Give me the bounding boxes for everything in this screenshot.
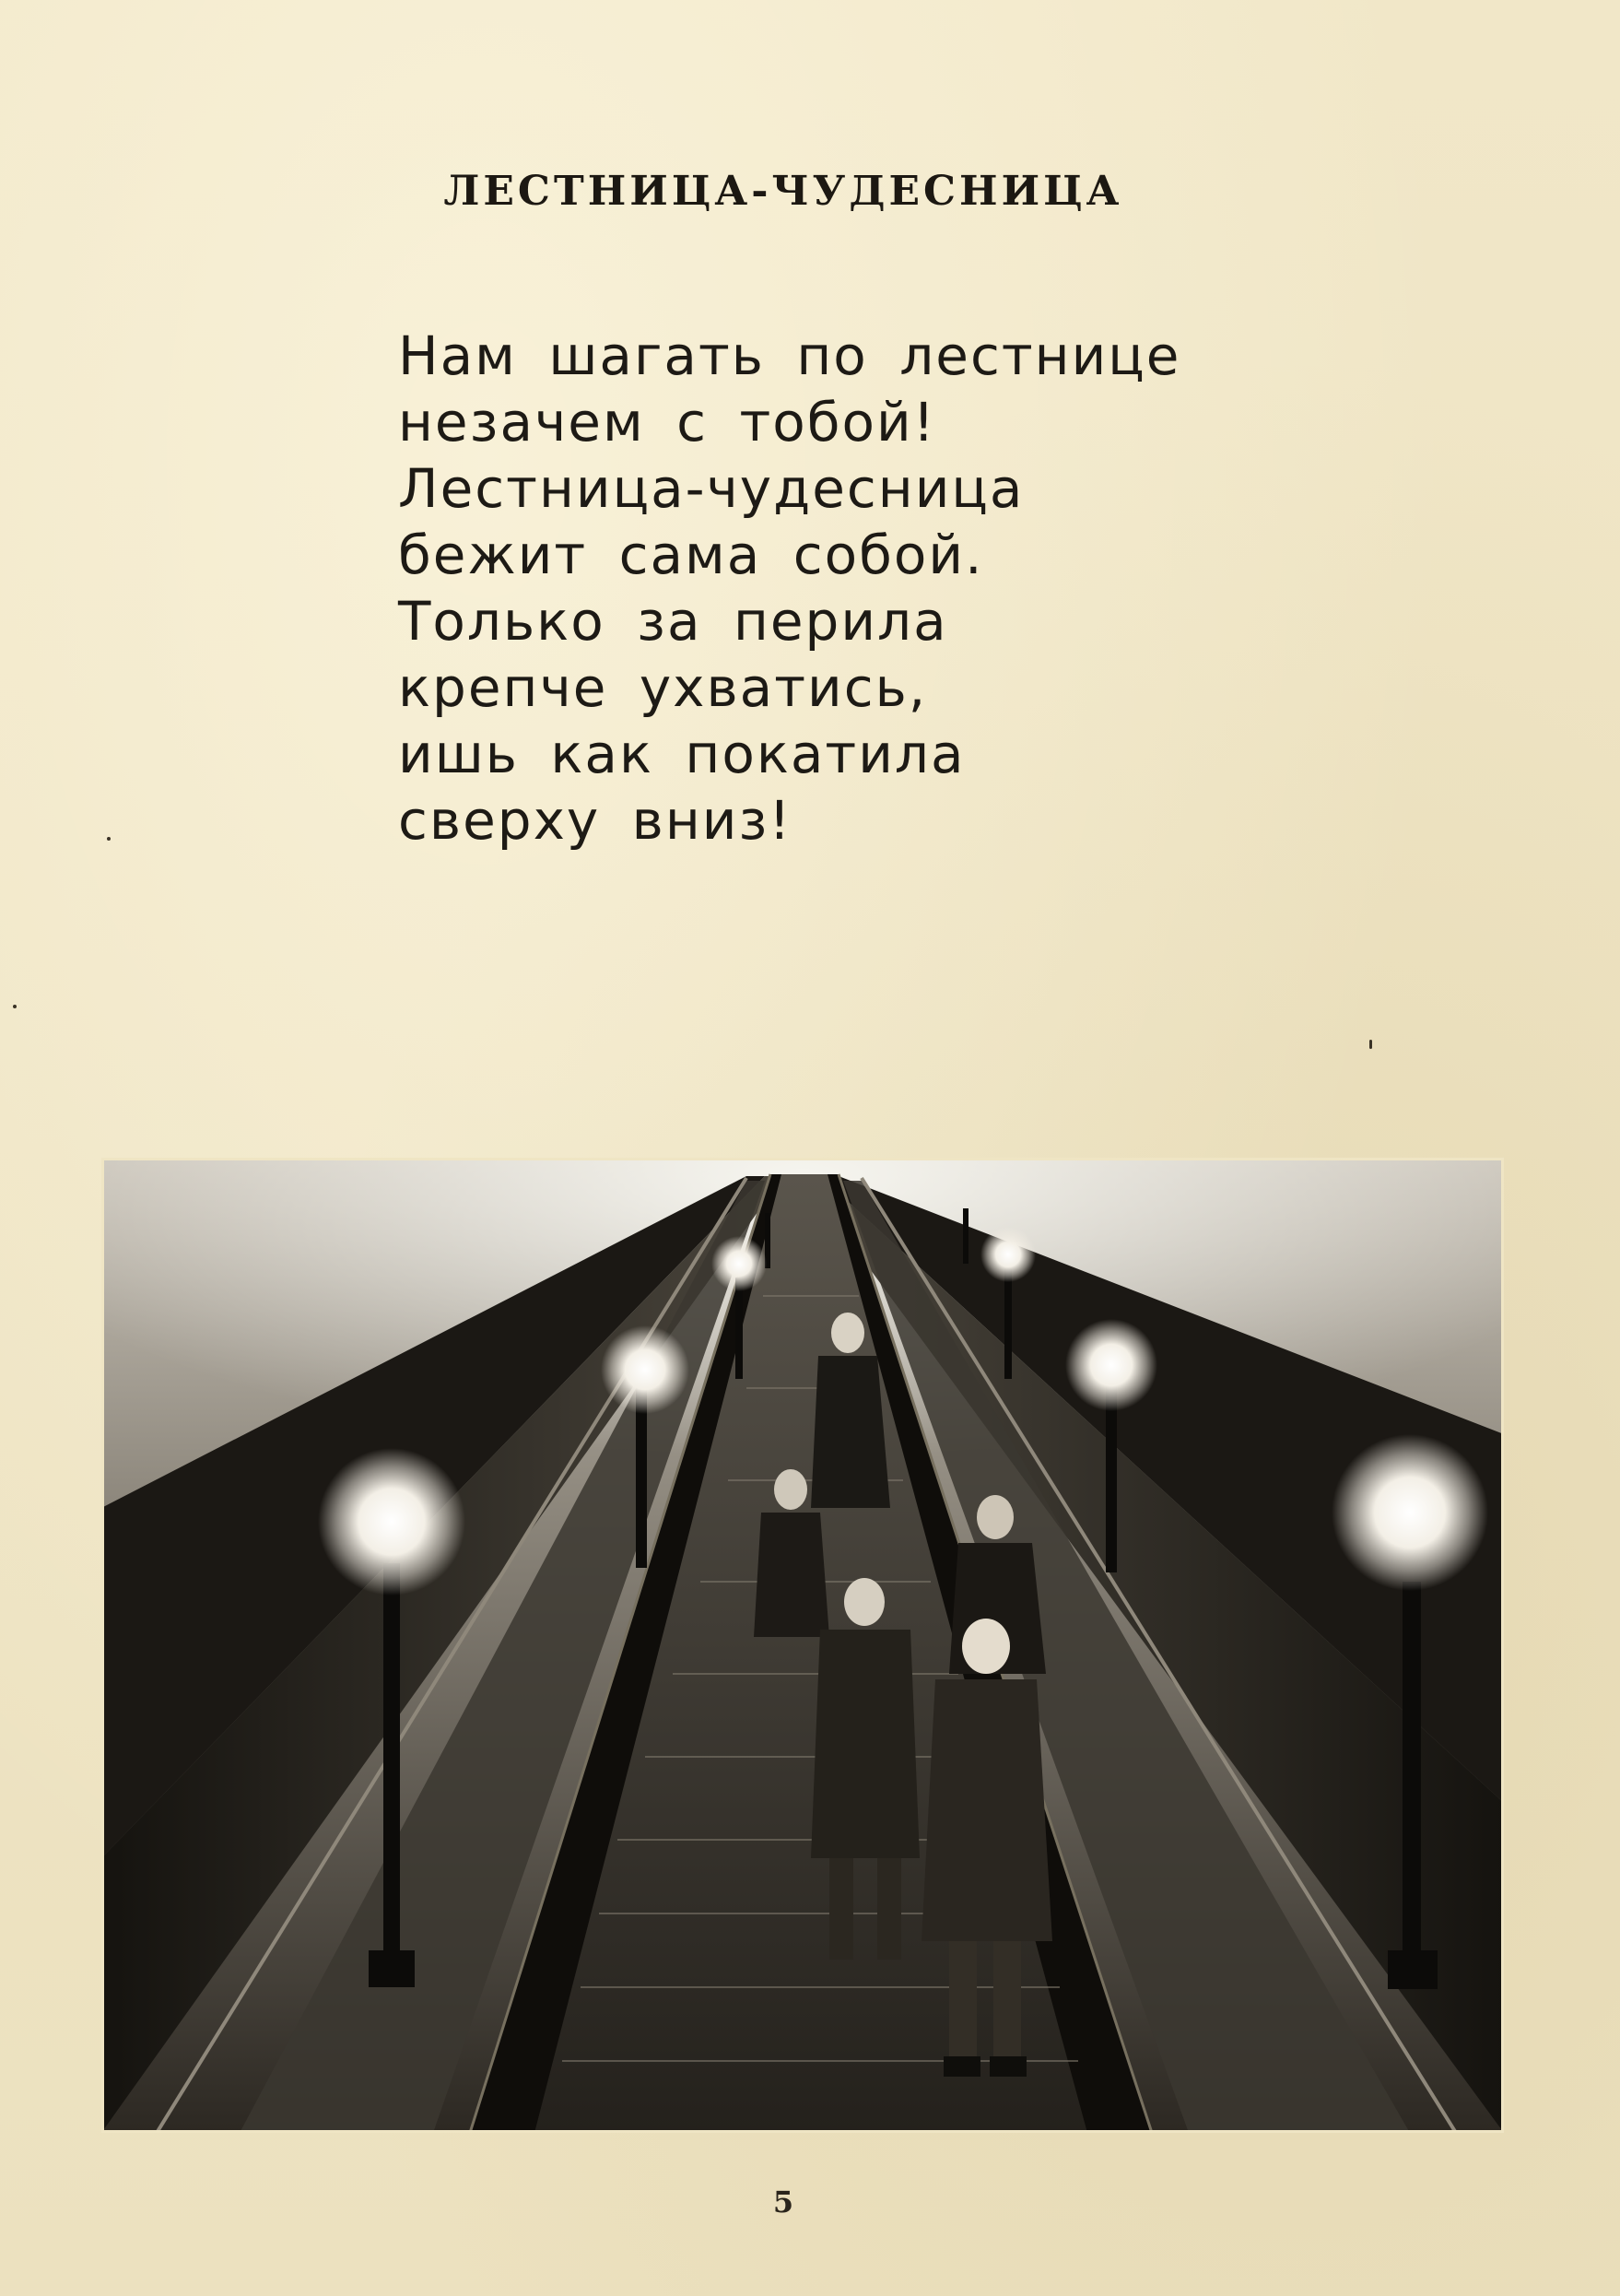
poem-line: бежит сама собой. [398, 524, 984, 586]
poem-line: сверху вниз! [398, 789, 792, 852]
page-number: 5 [772, 2184, 794, 2219]
poem-line: ишь как покатила [398, 723, 966, 785]
poem-line: Лестница-чудесница [398, 457, 1025, 520]
escalator-photo-image [101, 1158, 1504, 2133]
poem [398, 323, 1320, 854]
paper-speck [107, 837, 111, 841]
poem-line: Нам шагать по лестнице [398, 324, 1181, 387]
poem-line: незачем с тобой! [398, 391, 936, 453]
escalator-photo [101, 1158, 1504, 2133]
page-title: ЛЕСТНИЦА-ЧУДЕСНИЦА [443, 168, 1123, 215]
paper-speck [13, 1005, 17, 1008]
poem-line: Только за перила [398, 590, 948, 653]
paper-speck [1369, 1040, 1372, 1049]
poem-line: крепче ухватись, [398, 656, 928, 719]
